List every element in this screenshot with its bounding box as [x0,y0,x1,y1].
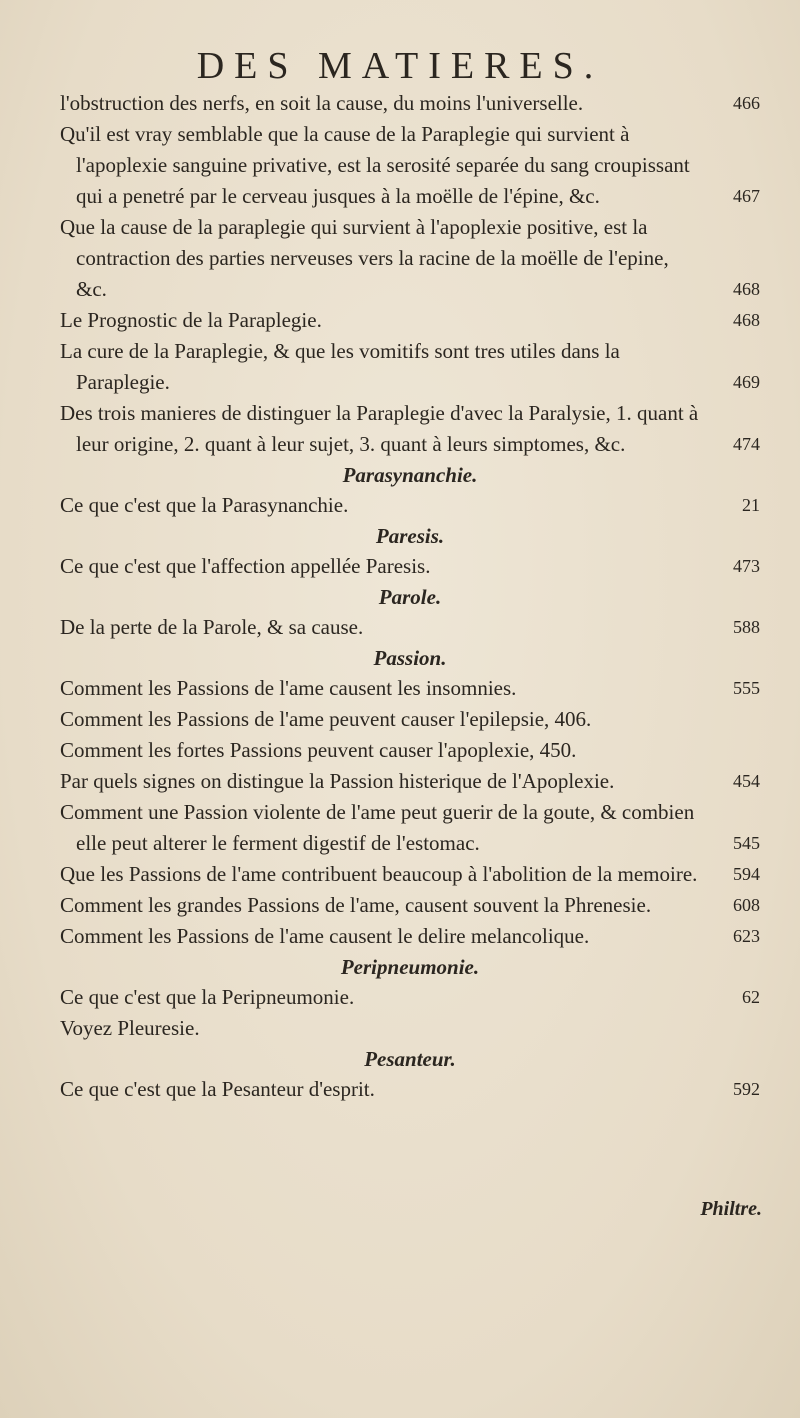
entry-text: Qu'il est vray semblable que la cause de la Paraplegie qui survient à l'apoplexie sanguine privative, est la serosité separée du sang croupissant qui a penetré par le cerveau jusques à la moëlle de l'épine, &c. [60,122,690,208]
section-heading: Parasynanchie. [342,463,478,487]
page-header: DES MATIERES. [196,45,604,87]
entry-text: Ce que c'est que la Peripneumonie. [60,985,355,1009]
page-number: 473 [733,556,760,576]
entry-text: Comment les Passions de l'ame peuvent causer l'epilepsie, 406. [60,707,592,731]
page-number: 588 [733,617,760,637]
page-number: 474 [733,434,760,454]
index-entry [60,490,760,521]
entry-text: Que les Passions de l'ame contribuent beaucoup à l'abolition de la memoire. [60,862,698,886]
entry-text: Ce que c'est que la Parasynanchie. [60,493,349,517]
page-number: 466 [733,93,760,113]
entry-text: Comment les Passions de l'ame causent les insomnies. [60,676,517,700]
page-number: 62 [742,987,760,1007]
entry-text: Le Prognostic de la Paraplegie. [60,308,322,332]
page-number: 592 [733,1079,760,1099]
index-entry [60,673,760,704]
index-entry [60,797,760,859]
page-number: 608 [733,895,760,915]
entry-text: Par quels signes on distingue la Passion histerique de l'Apoplexie. [60,769,615,793]
page-number: 468 [733,279,760,299]
section-heading: Peripneumonie. [340,955,480,979]
entry-text: Comment les grandes Passions de l'ame, causent souvent la Phrenesie. [60,893,652,917]
page-number: 467 [733,186,760,206]
entry-text: Que la cause de la paraplegie qui survient à l'apoplexie positive, est la contraction des parties nerveuses vers la racine de la moëlle de l'epine, &c. [60,215,669,301]
entry-text: La cure de la Paraplegie, & que les vomitifs sont tres utiles dans la Paraplegie. [60,339,620,394]
page-number: 545 [733,833,760,853]
page-number: 469 [733,372,760,392]
index-entry [60,1013,760,1044]
index-entry [60,766,760,797]
entry-text: Des trois manieres de distinguer la Paraplegie d'avec la Paralysie, 1. quant à leur origine, 2. quant à leur sujet, 3. quant à leurs simptomes, &c. [60,401,699,456]
index-entry [60,1074,760,1105]
entry-text: l'obstruction des nerfs, en soit la cause, du moins l'universelle. [60,91,584,115]
page-number: 555 [733,678,760,698]
index-entry [60,612,760,643]
index-entry [60,735,760,766]
index-entry [60,704,760,735]
entry-text: Comment une Passion violente de l'ame peut guerir de la goute, & combien elle peut alterer le ferment digestif de l'estomac. [60,800,695,855]
page-number: 468 [733,310,760,330]
index-entry [60,982,760,1013]
page-number: 623 [733,926,760,946]
entry-text: Ce que c'est que la Pesanteur d'esprit. [60,1077,375,1101]
index-entry [60,305,760,336]
page-number: 21 [742,495,760,515]
entry-text: De la perte de la Parole, & sa cause. [60,615,364,639]
index-entry [60,336,760,398]
index-entry [60,859,760,890]
entry-text: Comment les fortes Passions peuvent causer l'apoplexie, 450. [60,738,577,762]
page-number: 594 [733,864,760,884]
page-number: 454 [733,771,760,791]
index-entry [60,398,760,460]
section-heading: Pesanteur. [364,1047,456,1071]
index-entry [60,119,760,212]
index-entry [60,551,760,582]
entry-text: Comment les Passions de l'ame causent le delire melancolique. [60,924,590,948]
catchword: Philtre. [700,1198,762,1220]
section-heading: Parole. [378,585,442,609]
section-heading: Paresis. [375,524,445,548]
index-entry [60,88,760,119]
entry-text: Voyez Pleuresie. [60,1016,200,1040]
index-entry [60,212,760,305]
section-heading: Passion. [373,646,447,670]
index-entry [60,921,760,952]
index-content [60,88,760,1105]
entry-text: Ce que c'est que l'affection appellée Paresis. [60,554,431,578]
index-entry [60,890,760,921]
